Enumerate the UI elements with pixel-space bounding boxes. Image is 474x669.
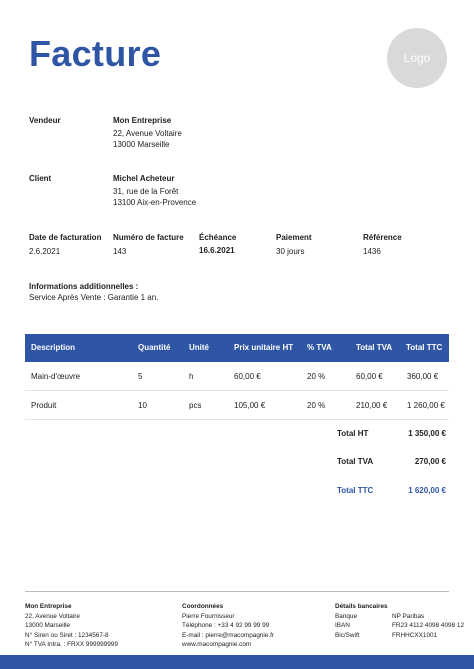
client-label: Client [29,174,52,183]
row-vat-rate: 20 % [307,401,326,410]
seller-label: Vendeur [29,116,61,125]
footer-bank-label: Banque [335,612,358,620]
payment-label: Paiement [276,233,312,242]
row-vat-rate: 20 % [307,372,326,381]
footer-company-line: N° TVA Intra. : FRXX 999999999 [25,641,118,649]
header-quantity: Quantité [138,343,171,352]
footer-contact-title: Coordonnées [182,603,224,610]
row-quantity: 5 [138,372,143,381]
reference-label: Référence [363,233,402,242]
invoice-date-label: Date de facturation [29,233,102,242]
row-description: Main-d'œuvre [31,372,81,381]
footer-contact-line: www.macompagnie.com [182,641,252,649]
header-unit-price: Prix unitaire HT [234,343,294,352]
row-vat-total: 210,00 € [356,401,388,410]
row-vat-total: 60,00 € [356,372,383,381]
total-vat-label: Total TVA [337,457,374,466]
row-unit: h [189,372,194,381]
total-ht-value: 1 350,00 € [408,429,446,438]
header-vat-total: Total TVA [356,343,393,352]
total-vat-value: 270,00 € [414,457,446,466]
additional-info-label: Informations additionnelles : [29,282,139,291]
logo-placeholder: Logo [387,28,447,88]
footer-bank-title: Détails bancaires [335,603,388,610]
header-total-ttc: Total TTC [406,343,443,352]
row-description: Produit [31,401,57,410]
seller-address-line2: 13000 Marseille [113,140,170,149]
header-vat-rate: % TVA [307,343,332,352]
total-ttc-label: Total TTC [337,486,374,495]
footer-company-title: Mon Entreprise [25,603,72,610]
seller-name: Mon Entreprise [113,116,172,125]
invoice-number-value: 143 [113,247,127,256]
footer-bank-values [392,612,464,641]
row-total-ttc: 360,00 € [407,372,439,381]
table-row [25,362,449,391]
seller-address-line1: 22, Avenue Voltaire [113,129,182,138]
footer-company [25,602,118,650]
client-address-line1: 31, rue de la Forêt [113,187,179,196]
header-description: Description [31,343,76,352]
client-address-line2: 13100 Aix-en-Provence [113,198,197,207]
footer-contact-line: Pierre Fournisseur [182,612,235,620]
reference-value: 1436 [363,247,381,256]
total-ht-label: Total HT [337,429,369,438]
footer-bank-value: NP Paribas [392,612,425,620]
row-unit-price: 105,00 € [234,401,266,410]
footer-company-line: N° Siren ou Siret : 1234567-8 [25,631,109,639]
header-unit: Unité [189,343,209,352]
table-header [25,334,449,362]
footer-bank-label: Bic/Swift [335,631,360,639]
invoice-date-value: 2.6.2021 [29,247,61,256]
footer-company-line: 13000 Marseille [25,622,71,630]
footer-bank [335,602,388,640]
row-unit-price: 60,00 € [234,372,261,381]
client-name: Michel Acheteur [113,174,175,183]
footer-company-line: 22, Avenue Voltaire [25,612,80,620]
footer-divider [25,591,449,592]
footer-contact-line: E-mail : pierre@macompagnie.fr [182,631,275,639]
due-date-label: Échéance [199,233,237,242]
bottom-accent-bar [0,655,474,669]
due-date-value: 16.6.2021 [199,246,235,255]
additional-info-text: Service Après Vente : Garantie 1 an. [29,293,159,302]
footer-bank-label: IBAN [335,622,350,630]
invoice-title: Facture [29,33,162,74]
payment-value: 30 jours [276,247,305,256]
row-quantity: 10 [138,401,147,410]
row-total-ttc: 1 260,00 € [407,401,445,410]
footer-contact-line: Téléphone : +33 4 92 99 99 99 [182,622,270,630]
total-ttc-value: 1 620,00 € [408,486,446,495]
footer-bank-value: FR23 4112 4098 4098 12 [392,622,465,630]
row-unit: pcs [189,401,202,410]
footer-bank-value: FRHHCXX1001 [392,631,438,639]
footer-contact [182,602,274,650]
invoice-number-label: Numéro de facture [113,233,184,242]
table-row [25,391,449,420]
